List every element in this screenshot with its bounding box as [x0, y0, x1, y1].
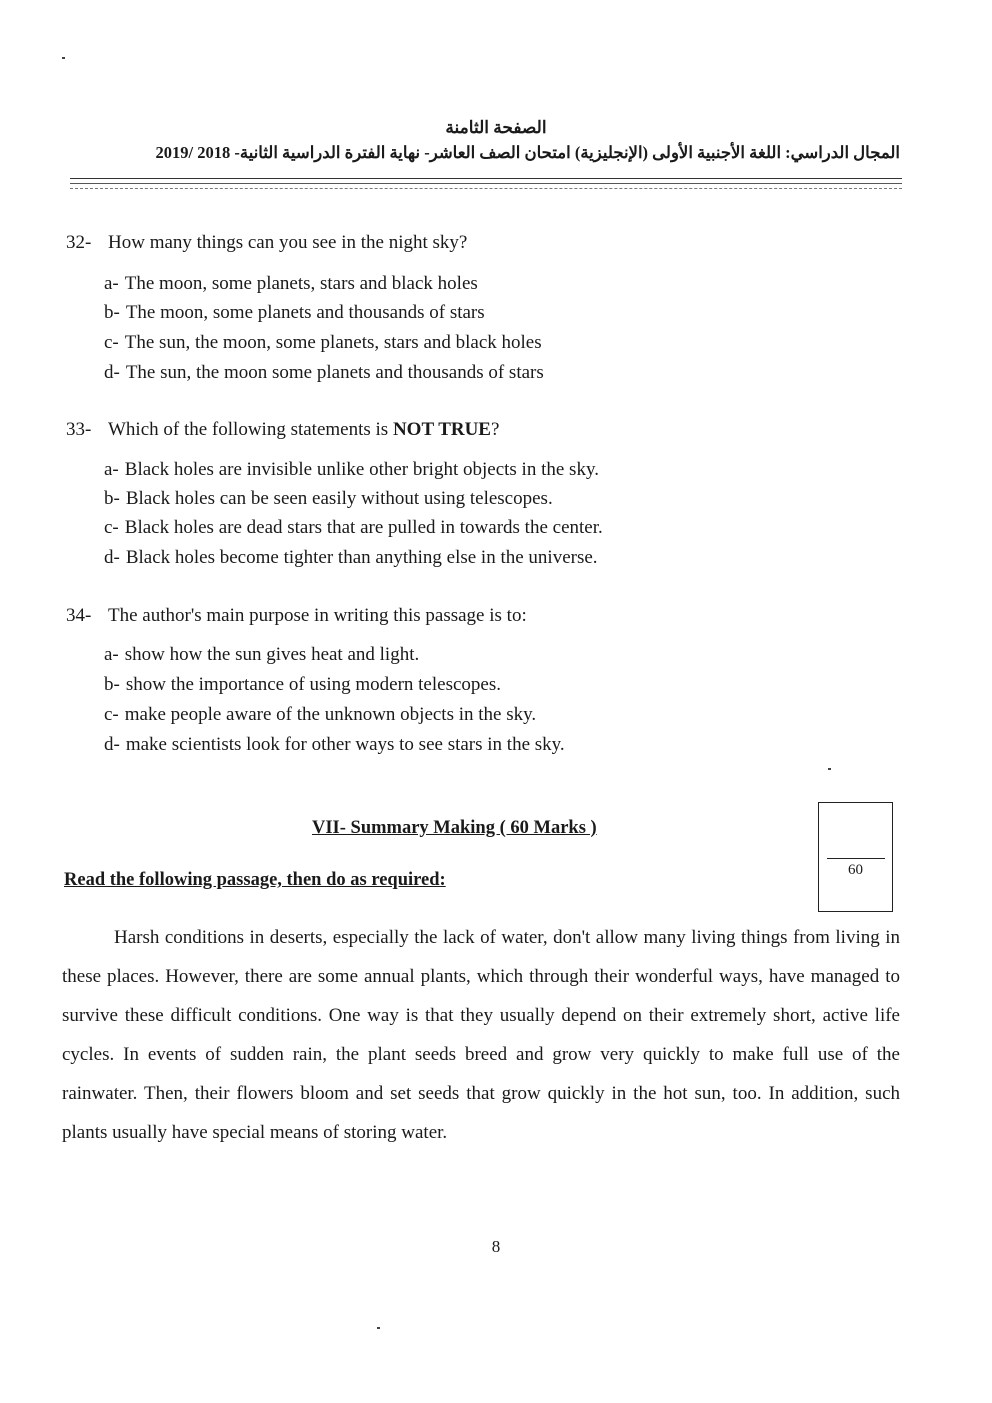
mark-box	[818, 802, 893, 912]
question-text-end: ?	[490, 419, 500, 440]
scan-speck	[377, 1327, 380, 1329]
option-letter: b-	[104, 674, 120, 695]
question-33	[66, 419, 499, 441]
header-divider	[70, 183, 902, 184]
option-text: show how the sun gives heat and light.	[124, 644, 420, 665]
question-text: Which of the following statements is	[108, 419, 393, 440]
question-text: The author's main purpose in writing this passage is to:	[108, 605, 527, 626]
option-letter: a-	[104, 273, 119, 294]
option-34d	[104, 734, 565, 756]
page-number: 8	[491, 1237, 501, 1256]
summary-passage: Harsh conditions in deserts, especially the lack of water, don't allow many living things from living in these places. However, there are some annual plants, which through their wonderful ways, have managed to survive these difficult conditions. One way is that they usually depend on their extremely short, active life cycles. In events of sudden rain, the plant seeds breed and grow very quickly to make full use of the rainwater. Then, their flowers bloom and set seeds that grow quickly in the hot sun, too. In addition, such plants usually have special means of storing water.	[62, 927, 900, 1143]
option-text: make scientists look for other ways to see stars in the sky.	[125, 734, 565, 755]
scan-speck	[828, 768, 831, 770]
header-divider	[70, 188, 902, 189]
option-text: The moon, some planets, stars and black holes	[124, 273, 478, 294]
option-32d	[104, 362, 544, 384]
section-instruction: Read the following passage, then do as required:	[64, 870, 446, 890]
option-text: Black holes become tighter than anything else in the universe.	[125, 547, 598, 568]
question-number: 33-	[66, 419, 92, 440]
exam-subject-line: المجال الدراسي: اللغة الأجنبية الأولى (الإنجليزية) امتحان الصف العاشر- نهاية الفترة الدراسية الثانية- 2018 /2019	[155, 143, 900, 162]
option-letter: a-	[104, 459, 119, 480]
option-letter: a-	[104, 644, 119, 665]
option-32c	[104, 332, 542, 354]
section-title: VII- Summary Making ( 60 Marks )	[312, 818, 597, 838]
option-text: show the importance of using modern telescopes.	[125, 674, 501, 695]
option-letter: b-	[104, 302, 120, 323]
option-34c	[104, 704, 536, 726]
question-emphasis: NOT TRUE	[392, 419, 491, 440]
option-letter: d-	[104, 362, 120, 383]
page-label-arabic: الصفحة الثامنة	[445, 118, 547, 137]
question-34	[66, 605, 527, 627]
option-text: make people aware of the unknown objects in the sky.	[124, 704, 537, 725]
option-text: Black holes can be seen easily without using telescopes.	[125, 488, 553, 509]
option-32b	[104, 302, 485, 324]
option-text: The sun, the moon, some planets, stars and black holes	[124, 332, 542, 353]
option-text: The moon, some planets and thousands of stars	[125, 302, 485, 323]
option-34a	[104, 644, 419, 666]
option-33b	[104, 488, 553, 510]
mark-divider	[827, 858, 885, 859]
option-34b	[104, 674, 501, 696]
option-letter: d-	[104, 734, 120, 755]
header-divider	[70, 178, 902, 179]
option-letter: b-	[104, 488, 120, 509]
question-text: How many things can you see in the night sky?	[108, 232, 468, 253]
option-33d	[104, 547, 598, 569]
question-number: 32-	[66, 232, 92, 253]
option-33a	[104, 459, 599, 481]
mark-value: 60	[848, 862, 863, 878]
scan-speck	[62, 57, 65, 59]
option-text: Black holes are dead stars that are pulled in towards the center.	[124, 517, 603, 538]
option-32a	[104, 273, 478, 295]
question-32	[66, 232, 467, 254]
option-letter: c-	[104, 332, 119, 353]
option-letter: c-	[104, 517, 119, 538]
option-letter: c-	[104, 704, 119, 725]
option-33c	[104, 517, 603, 539]
option-text: The sun, the moon some planets and thousands of stars	[125, 362, 544, 383]
option-letter: d-	[104, 547, 120, 568]
question-number: 34-	[66, 605, 92, 626]
option-text: Black holes are invisible unlike other bright objects in the sky.	[124, 459, 599, 480]
